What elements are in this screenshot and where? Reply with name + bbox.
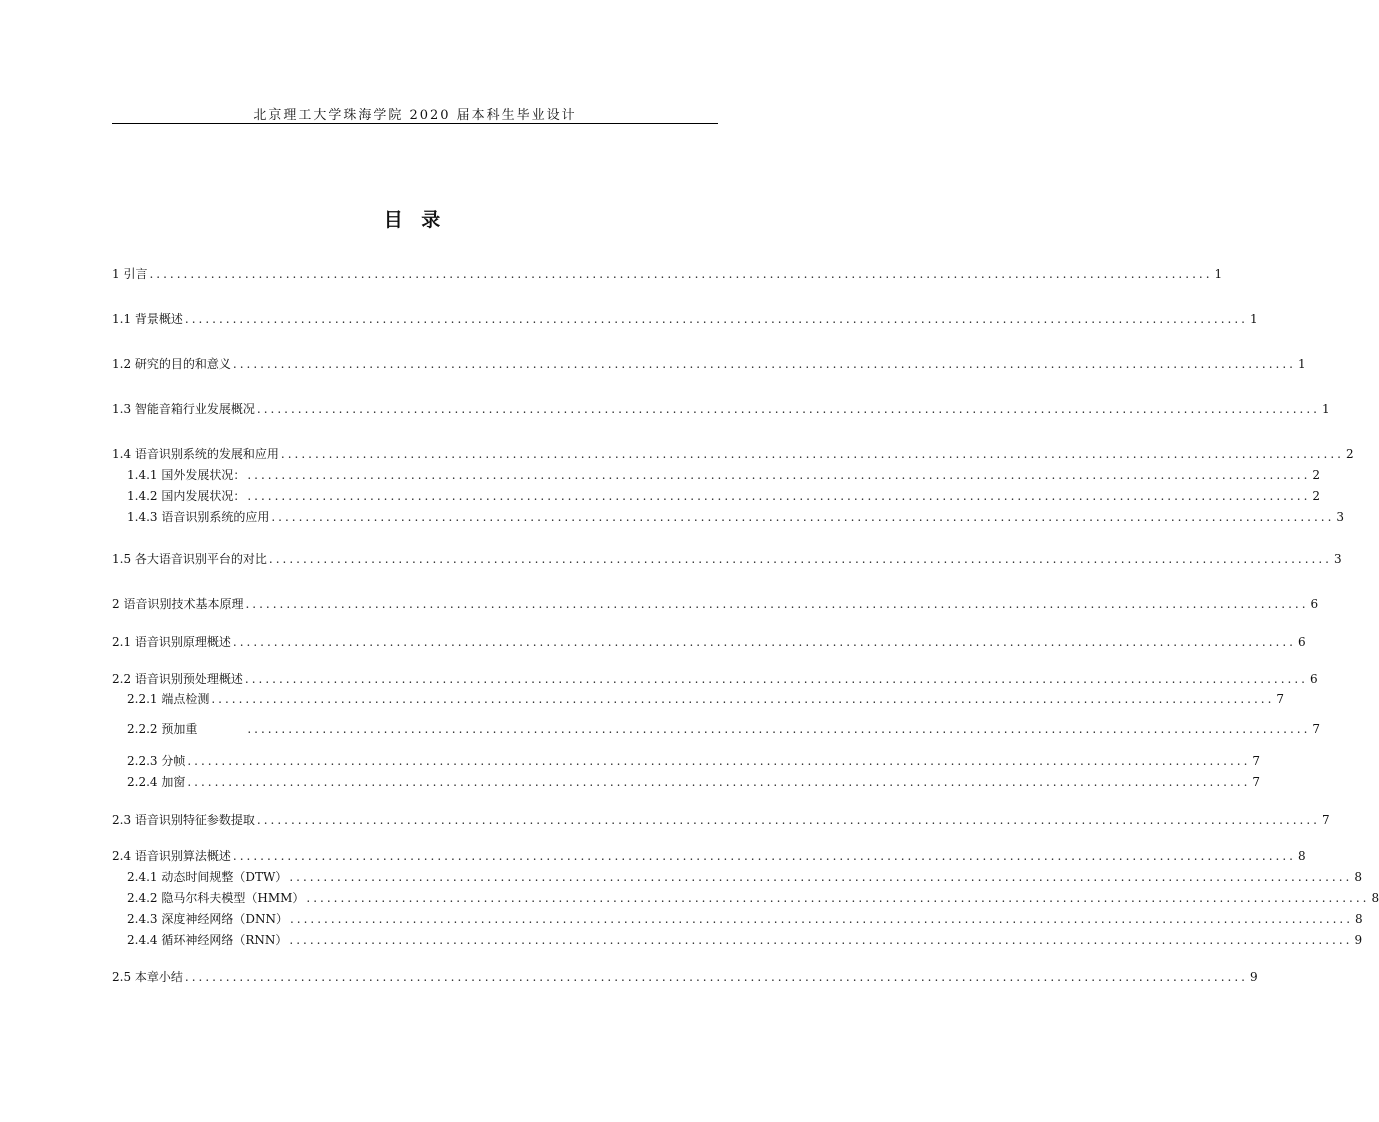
toc-entry[interactable] bbox=[112, 549, 1342, 567]
toc-entry-page: 2 bbox=[1345, 447, 1354, 461]
toc-entry-label: 2.5 本章小结 bbox=[112, 970, 183, 984]
toc-entry-page: 3 bbox=[1333, 552, 1342, 566]
toc-entry-label: 1.3 智能音箱行业发展概况 bbox=[112, 402, 255, 416]
toc-entry[interactable] bbox=[112, 444, 1354, 462]
toc-entry-label: 2 语音识别技术基本原理 bbox=[112, 597, 244, 611]
toc-entry-page: 7 bbox=[1252, 775, 1261, 789]
toc-leader-dots: ............................................................................................................................................................ bbox=[149, 267, 1213, 281]
toc-subentry[interactable] bbox=[127, 867, 1363, 885]
toc-leader-dots: ............................................................................................................................................................ bbox=[247, 722, 1311, 736]
toc-subentry[interactable] bbox=[127, 719, 1321, 737]
toc-entry-page: 9 bbox=[1354, 933, 1363, 947]
toc-entry-label: 2.3 语音识别特征参数提取 bbox=[112, 813, 255, 827]
toc-entry-label: 1.5 各大语音识别平台的对比 bbox=[112, 552, 267, 566]
toc-entry-label: 2.4.1 动态时间规整（DTW） bbox=[127, 870, 288, 884]
toc-entry[interactable] bbox=[112, 810, 1330, 828]
toc-leader-dots: ............................................................................................................................................................ bbox=[289, 912, 1354, 926]
toc-entry-label: 1.4.1 国外发展状况： bbox=[127, 468, 246, 482]
toc-entry-page: 7 bbox=[1252, 754, 1261, 768]
toc-entry-page: 8 bbox=[1371, 891, 1379, 905]
toc-entry[interactable] bbox=[112, 632, 1306, 650]
toc-entry-page: 6 bbox=[1309, 672, 1318, 686]
toc-entry-label: 2.4.3 深度神经网络（DNN） bbox=[127, 912, 288, 926]
toc-leader-dots: ............................................................................................................................................................ bbox=[184, 970, 1248, 984]
toc-entry-page: 8 bbox=[1354, 870, 1363, 884]
toc-entry-page: 2 bbox=[1312, 489, 1321, 503]
running-header: 北京理工大学珠海学院 2020 届本科生毕业设计 bbox=[253, 108, 577, 123]
toc-entry-page: 1 bbox=[1214, 267, 1223, 281]
toc-entry-label: 2.4.4 循环神经网络（RNN） bbox=[127, 933, 288, 947]
toc-leader-dots: ............................................................................................................................................................ bbox=[271, 510, 1335, 524]
toc-entry-label: 2.4 语音识别算法概述 bbox=[112, 849, 231, 863]
toc-entry[interactable] bbox=[112, 594, 1319, 612]
toc-subentry[interactable] bbox=[127, 909, 1363, 927]
toc-entry-label: 2.2 语音识别预处理概述 bbox=[112, 672, 243, 686]
toc-entry-page: 8 bbox=[1355, 912, 1363, 926]
toc-leader-dots: ............................................................................................................................................................ bbox=[187, 775, 1251, 789]
toc-entry-page: 7 bbox=[1312, 722, 1321, 736]
toc-entry-page: 1 bbox=[1249, 312, 1258, 326]
toc-entry-label: 1.4.2 国内发展状况： bbox=[127, 489, 246, 503]
toc-entry-label: 2.2.4 加窗 bbox=[127, 775, 186, 789]
toc-entry-page: 7 bbox=[1321, 813, 1330, 827]
toc-title: 目 录 bbox=[383, 209, 447, 231]
toc-entry-label: 1 引言 bbox=[112, 267, 148, 281]
toc-entry[interactable] bbox=[112, 309, 1258, 327]
toc-leader-dots: ............................................................................................................................................................ bbox=[280, 447, 1344, 461]
toc-leader-dots: ............................................................................................................................................................ bbox=[244, 672, 1308, 686]
toc-leader-dots: ............................................................................................................................................................ bbox=[247, 489, 1311, 503]
toc-leader-dots: ............................................................................................................................................................ bbox=[232, 635, 1296, 649]
toc-leader-dots: ............................................................................................................................................................ bbox=[211, 692, 1275, 706]
toc-entry-label: 1.1 背景概述 bbox=[112, 312, 183, 326]
toc-entry-label: 2.2.3 分帧 bbox=[127, 754, 186, 768]
toc-leader-dots: ............................................................................................................................................................ bbox=[306, 891, 1370, 905]
toc-leader-dots: ............................................................................................................................................................ bbox=[289, 933, 1353, 947]
toc-entry-label: 1.4 语音识别系统的发展和应用 bbox=[112, 447, 279, 461]
toc-entry-label: 2.1 语音识别原理概述 bbox=[112, 635, 231, 649]
toc-entry[interactable] bbox=[112, 967, 1258, 985]
toc-entry-page: 6 bbox=[1297, 635, 1306, 649]
toc-entry-label: 1.2 研究的目的和意义 bbox=[112, 357, 231, 371]
toc-leader-dots: ............................................................................................................................................................ bbox=[245, 597, 1309, 611]
toc-entry-label: 2.2.2 预加重 bbox=[127, 722, 198, 736]
toc-entry[interactable] bbox=[112, 264, 1223, 282]
toc-subentry[interactable] bbox=[127, 751, 1261, 769]
toc-entry-page: 7 bbox=[1276, 692, 1285, 706]
toc-entry-page: 2 bbox=[1312, 468, 1321, 482]
toc-entry[interactable] bbox=[112, 669, 1318, 687]
toc-entry-page: 6 bbox=[1310, 597, 1319, 611]
toc-subentry[interactable] bbox=[127, 465, 1321, 483]
toc-leader-dots: ............................................................................................................................................................ bbox=[256, 813, 1320, 827]
toc-leader-dots: ............................................................................................................................................................ bbox=[232, 357, 1296, 371]
toc-entry-label: 1.4.3 语音识别系统的应用 bbox=[127, 510, 270, 524]
toc-leader-dots: ............................................................................................................................................................ bbox=[232, 849, 1296, 863]
toc-leader-dots: ............................................................................................................................................................ bbox=[187, 754, 1251, 768]
toc-entry-label: 2.2.1 端点检测 bbox=[127, 692, 210, 706]
toc-subentry[interactable] bbox=[127, 930, 1363, 948]
toc-entry-page: 1 bbox=[1297, 357, 1306, 371]
toc-entry-label: 2.4.2 隐马尔科夫模型（HMM） bbox=[127, 891, 305, 905]
toc-leader-dots: ............................................................................................................................................................ bbox=[247, 468, 1311, 482]
toc-leader-dots: ............................................................................................................................................................ bbox=[289, 870, 1353, 884]
toc-subentry[interactable] bbox=[127, 689, 1285, 707]
toc-entry-page: 8 bbox=[1297, 849, 1306, 863]
toc-leader-dots: ............................................................................................................................................................ bbox=[184, 312, 1248, 326]
toc-subentry[interactable] bbox=[127, 486, 1321, 504]
toc-entry[interactable] bbox=[112, 399, 1330, 417]
toc-subentry[interactable] bbox=[127, 507, 1345, 525]
toc-subentry[interactable] bbox=[127, 888, 1379, 906]
toc-entry[interactable] bbox=[112, 354, 1306, 372]
toc-entry-page: 9 bbox=[1249, 970, 1258, 984]
toc-subentry[interactable] bbox=[127, 772, 1261, 790]
toc-entry-page: 3 bbox=[1336, 510, 1345, 524]
toc-entry[interactable] bbox=[112, 846, 1306, 864]
header-rule bbox=[112, 123, 718, 124]
toc-leader-dots: ............................................................................................................................................................ bbox=[256, 402, 1320, 416]
toc-leader-dots: ............................................................................................................................................................ bbox=[268, 552, 1332, 566]
toc-entry-page: 1 bbox=[1321, 402, 1330, 416]
